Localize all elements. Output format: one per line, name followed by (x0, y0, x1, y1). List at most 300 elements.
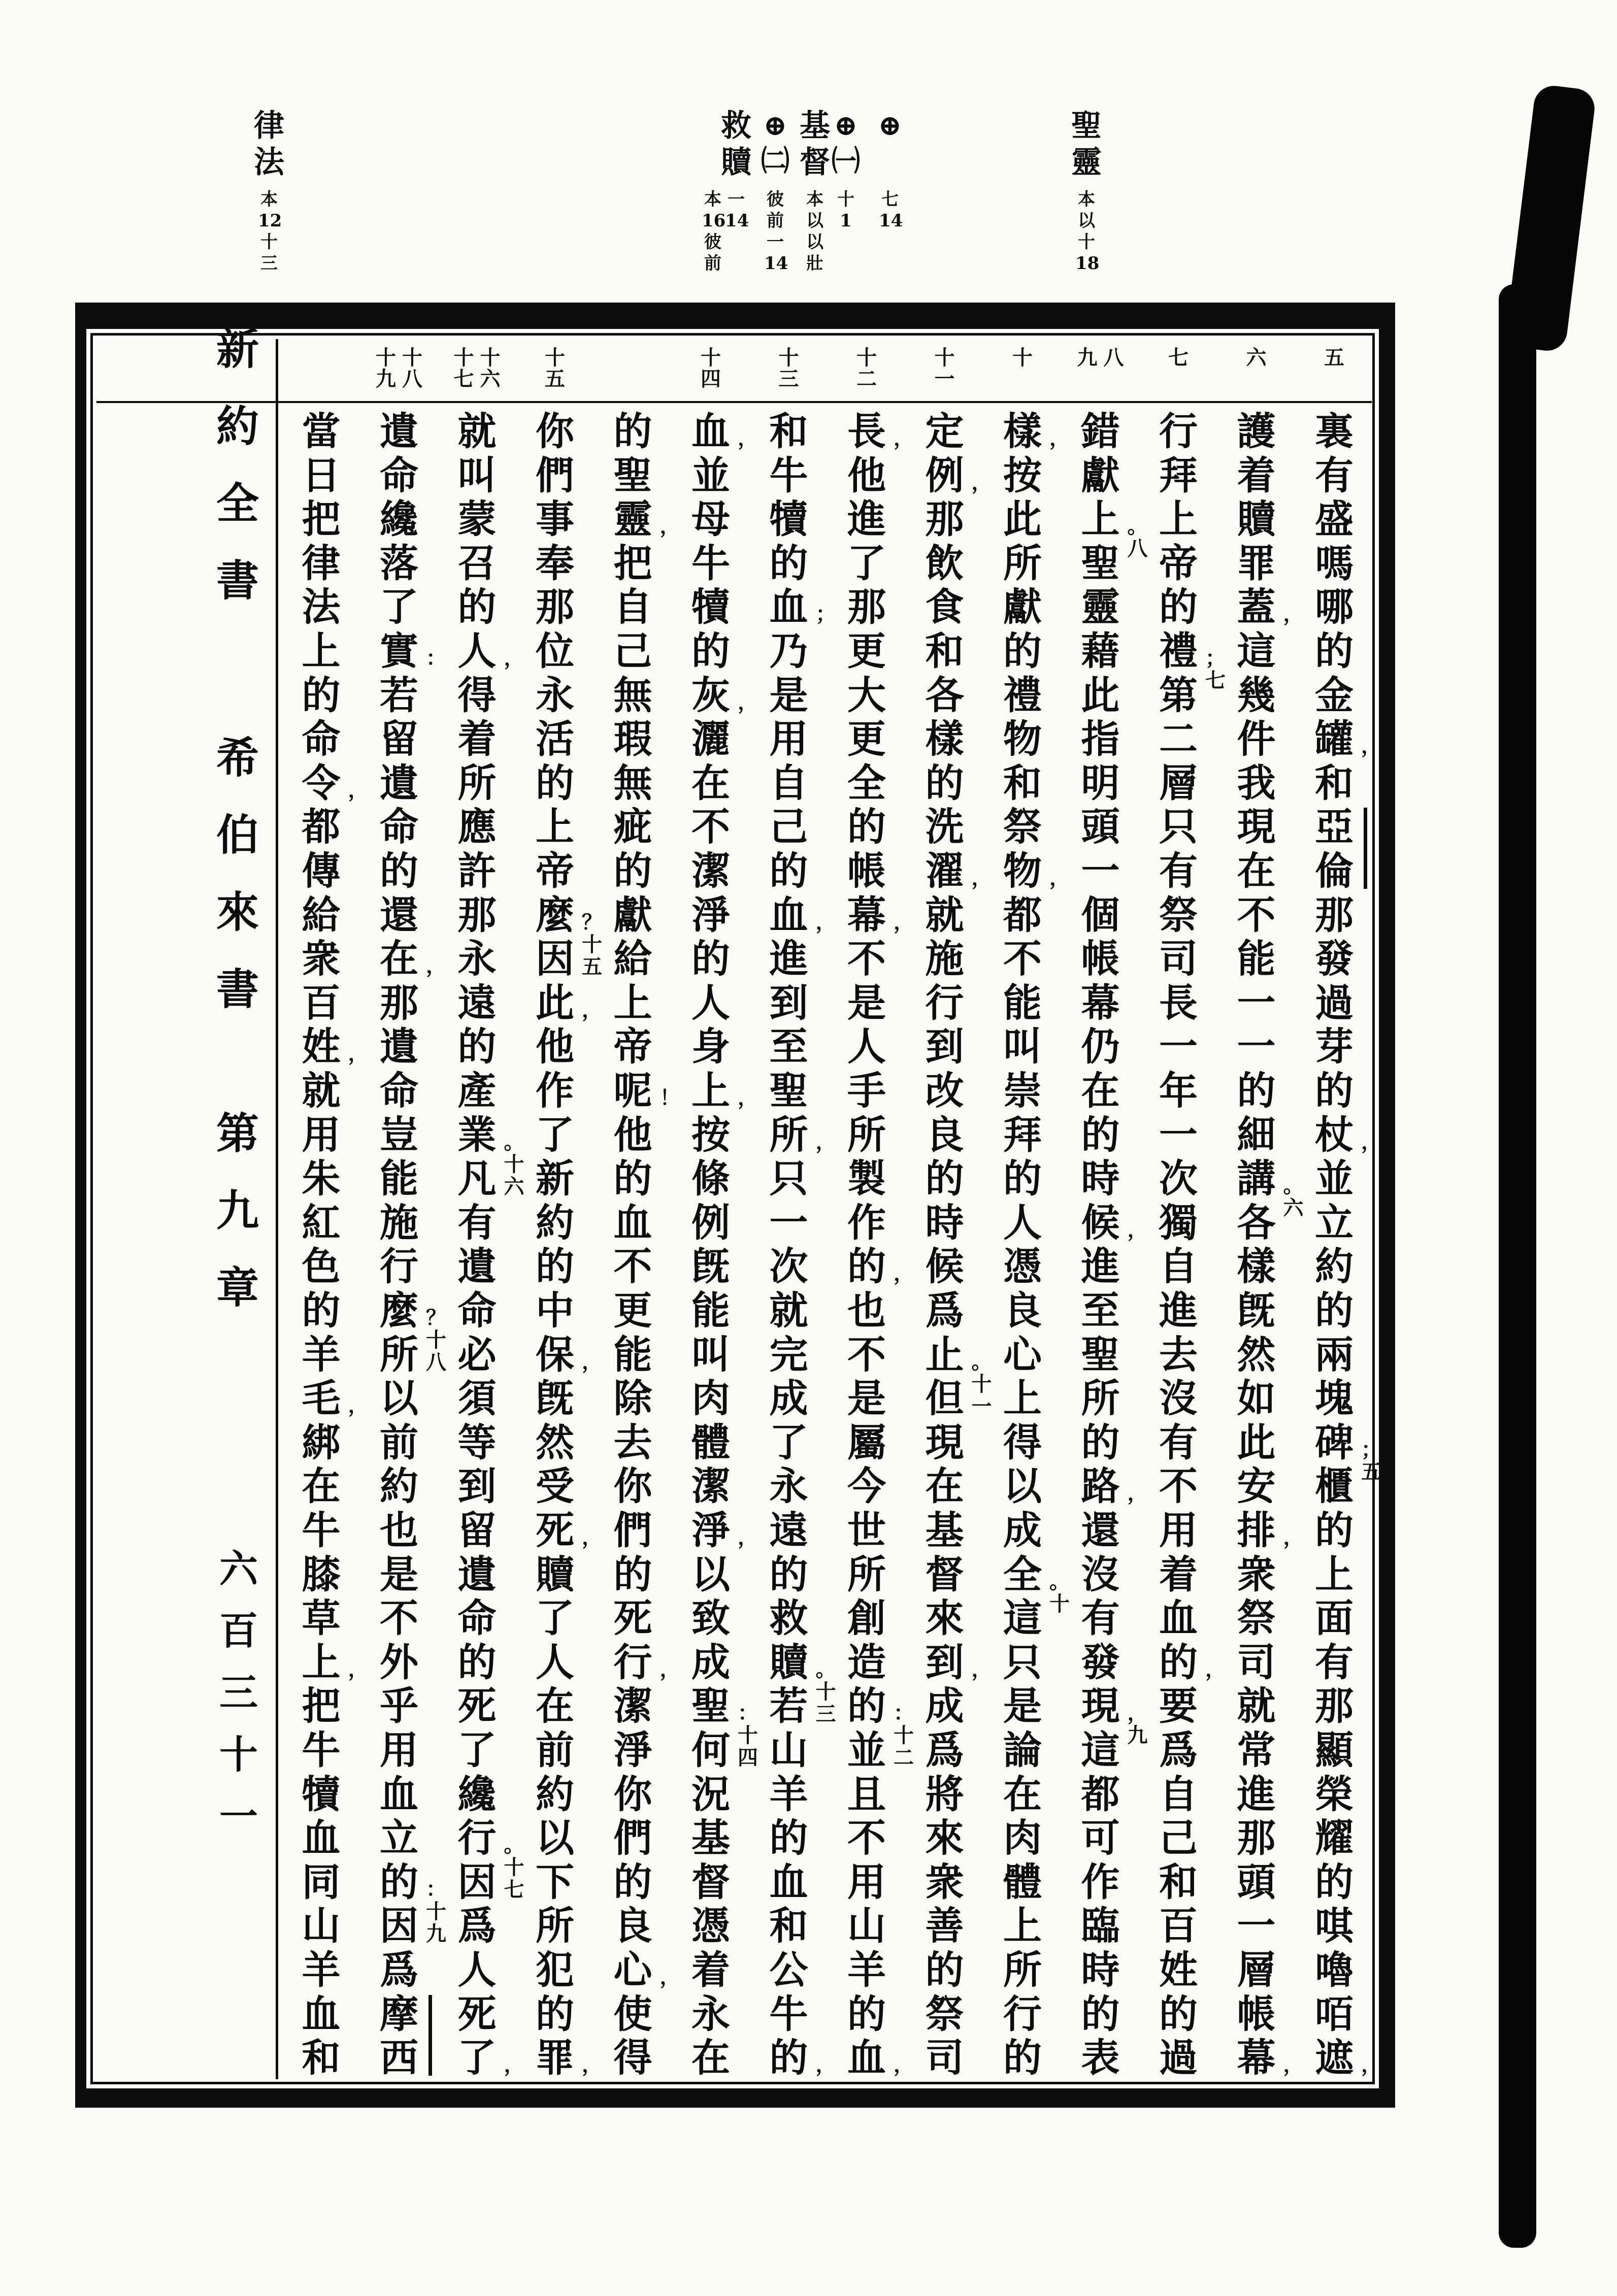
text-char: 更 (613, 1288, 652, 1333)
text-char: 潔 (691, 1463, 730, 1509)
punctuation-mark: ， (738, 690, 758, 714)
text-char: 不 (380, 1595, 418, 1641)
verse-register-number: 十 (701, 346, 721, 370)
text-char: 基 (925, 1508, 964, 1553)
text-char: 所 (847, 1551, 886, 1597)
punctuation-mark: ， (1127, 1217, 1148, 1242)
text-char: 面 (1315, 1595, 1354, 1641)
text-char: 永 (457, 936, 497, 982)
punctuation-mark: ， (971, 470, 992, 494)
text-char: 犢 (302, 1771, 341, 1817)
punctuation-mark: ， (348, 778, 369, 802)
text-char: 是 (1003, 1683, 1042, 1729)
text-char: 只 (1159, 804, 1198, 850)
text-char: 致 (691, 1595, 730, 1641)
text-char: 止 (925, 1332, 964, 1377)
text-char: 人 (457, 1947, 497, 1992)
punctuation-mark: ， (1283, 602, 1304, 626)
text-char: 例 (691, 1200, 730, 1245)
text-char: 並 (691, 452, 730, 498)
text-char: 姓 (1159, 1947, 1198, 1992)
book-title-char: 新 (216, 324, 259, 374)
text-char: 血 (847, 2035, 886, 2081)
text-char: 兩 (1315, 1332, 1354, 1377)
text-char: 行 (925, 980, 964, 1025)
topic-christ-char: 督 (800, 145, 830, 180)
text-char: 靈 (613, 496, 652, 542)
text-char: 麼 (380, 1288, 418, 1333)
text-char: 上 (691, 1068, 730, 1113)
text-char: 耀 (1315, 1815, 1354, 1861)
text-char: 作 (536, 1068, 574, 1113)
text-char: 遺 (380, 409, 418, 454)
text-char: 至 (769, 1024, 808, 1070)
verse-marker: 十 (504, 1855, 524, 1880)
text-char: 世 (847, 1508, 886, 1553)
text-char: 幕 (847, 892, 886, 938)
text-char: 幕 (1081, 980, 1120, 1025)
text-char: 使 (613, 1991, 652, 2037)
text-char: 善 (925, 1903, 964, 1949)
text-char: 的 (847, 1991, 886, 2037)
punctuation-mark: ， (738, 426, 758, 450)
text-char: 衆 (925, 1859, 964, 1905)
verse-marker: 四 (738, 1746, 758, 1770)
text-char: 百 (1159, 1903, 1198, 1949)
text-char: 指 (1081, 716, 1120, 762)
text-char: 的 (847, 1683, 886, 1729)
cross-note-2-symbol: ㈡ (761, 144, 789, 178)
text-char: 血 (302, 1815, 341, 1861)
text-char: 在 (691, 2035, 730, 2081)
topic-redemption-reference: 16 (702, 211, 726, 231)
topic-redemption-reference: 前 (704, 253, 721, 274)
text-char: 罪 (1237, 540, 1276, 586)
punctuation-mark: ， (659, 514, 680, 539)
verse-marker: 一 (971, 1394, 992, 1418)
text-char: 良 (925, 1112, 964, 1157)
text-char: 立 (380, 1815, 418, 1861)
text-char: 的 (613, 1551, 652, 1597)
text-char: 作 (1081, 1859, 1120, 1905)
book-title-char: 約 (216, 401, 259, 451)
text-char: 所 (457, 760, 497, 806)
text-char: 人 (691, 980, 730, 1025)
book-title-char: 章 (216, 1262, 259, 1313)
text-char: 行 (1159, 409, 1198, 454)
verse-marker: 十 (504, 1152, 524, 1176)
verse-register-number: 三 (778, 367, 799, 391)
text-char: 帝 (613, 1024, 652, 1070)
punctuation-mark: ， (971, 866, 992, 890)
text-char: 能 (613, 1332, 652, 1377)
text-char: 按 (1003, 452, 1042, 498)
text-char: 膝 (302, 1551, 341, 1597)
text-char: 死 (536, 1508, 574, 1553)
text-char: 公 (769, 1947, 808, 1992)
verse-register-number: 八 (1103, 346, 1124, 370)
verse-marker: 十 (426, 1328, 446, 1352)
text-char: 是 (847, 980, 886, 1025)
verse-register-number: 五 (1324, 346, 1344, 370)
text-char: 的 (1315, 1068, 1354, 1113)
text-char: 帳 (847, 848, 886, 893)
text-char: 疵 (613, 804, 652, 850)
text-char: 都 (1003, 892, 1042, 938)
text-char: 乎 (380, 1683, 418, 1729)
text-char: 成 (925, 1683, 964, 1729)
text-char: 的 (457, 584, 497, 630)
text-char: 倫 (1315, 848, 1354, 893)
text-char: 命 (302, 716, 341, 762)
text-char: 血 (691, 409, 730, 454)
text-char: 禮 (1003, 672, 1042, 718)
text-char: 們 (536, 452, 574, 498)
text-char: 潔 (691, 848, 730, 893)
text-char: 禮 (1159, 628, 1198, 674)
verse-marker: 五 (1361, 1459, 1381, 1484)
text-char: 只 (769, 1156, 808, 1202)
text-char: 的 (1003, 628, 1042, 674)
text-char: 那 (847, 584, 886, 630)
text-char: 至 (1081, 1288, 1120, 1333)
text-char: 成 (691, 1639, 730, 1685)
text-char: 排 (1237, 1508, 1276, 1553)
text-char: 咟 (1315, 1991, 1354, 2037)
text-char: 律 (302, 540, 341, 586)
text-char: 肉 (1003, 1815, 1042, 1861)
text-char: 拜 (1159, 452, 1198, 498)
text-char: 不 (847, 1332, 886, 1377)
text-char: 你 (613, 1463, 652, 1509)
text-char: 毛 (302, 1376, 341, 1421)
text-char: 長 (847, 409, 886, 454)
text-char: 行 (1003, 1991, 1042, 2037)
cross-note-1-symbol: ⊕ (834, 109, 858, 142)
text-char: 行 (457, 1815, 497, 1861)
punctuation-mark: ， (894, 426, 914, 450)
text-char: 濯 (925, 848, 964, 893)
text-char: 的 (536, 1244, 574, 1289)
text-char: 因 (536, 936, 574, 982)
text-char: 還 (1081, 1508, 1120, 1553)
topic-holy-spirit-char: 靈 (1071, 145, 1102, 180)
text-char: 羊 (302, 1332, 341, 1377)
text-char: 定 (925, 409, 964, 454)
text-char: 叫 (457, 452, 497, 498)
text-char: 命 (380, 452, 418, 498)
punctuation-mark: ， (1049, 426, 1070, 450)
text-char: 的 (1315, 1859, 1354, 1905)
text-char: 和 (1315, 760, 1354, 806)
text-char: 上 (536, 804, 574, 850)
text-char: 進 (1081, 1244, 1120, 1289)
text-char: 必 (457, 1332, 497, 1377)
text-char: 麼 (536, 892, 574, 938)
topic-holy-spirit-reference: 18 (1075, 253, 1100, 274)
text-char: 有 (1159, 1419, 1198, 1465)
verse-marker: 。 (971, 1349, 992, 1374)
text-char: 在 (536, 1683, 574, 1729)
text-char: 金 (1315, 672, 1354, 718)
text-char: 發 (1081, 1639, 1120, 1685)
text-char: 作 (847, 1200, 886, 1245)
text-char: 個 (1081, 892, 1120, 938)
topic-christ-reference: 以 (806, 211, 823, 231)
text-char: 來 (925, 1815, 964, 1861)
text-char: 血 (380, 1771, 418, 1817)
text-char: 的 (1237, 1068, 1276, 1113)
text-char: 己 (613, 628, 652, 674)
text-char: 叫 (691, 1332, 730, 1377)
text-char: 摩 (380, 1991, 418, 2037)
text-char: 這 (1237, 628, 1276, 674)
text-char: 羊 (769, 1771, 808, 1817)
text-char: 創 (847, 1595, 886, 1641)
text-char: 年 (1159, 1068, 1198, 1113)
text-char: 百 (302, 980, 341, 1025)
text-char: 去 (1159, 1332, 1198, 1377)
text-char: 落 (380, 540, 418, 586)
text-char: 永 (691, 1991, 730, 2037)
text-char: 紅 (302, 1200, 341, 1245)
text-char: 聖 (691, 1683, 730, 1729)
text-char: 新 (536, 1156, 574, 1202)
text-char: 約 (380, 1463, 418, 1509)
topic-holy-spirit-reference: 本 (1078, 189, 1095, 210)
text-char: 上 (1315, 1551, 1354, 1597)
text-char: 的 (769, 540, 808, 586)
book-title-char: 書 (216, 964, 259, 1014)
verse-marker: ， (1127, 1701, 1148, 1725)
text-char: 母 (691, 496, 730, 542)
text-char: 今 (847, 1463, 886, 1509)
text-char: 到 (457, 1463, 497, 1509)
text-char: 那 (925, 496, 964, 542)
text-char: 的 (769, 1815, 808, 1861)
text-char: 奉 (536, 540, 574, 586)
verse-marker: 十 (1049, 1591, 1070, 1616)
text-char: 上 (302, 628, 341, 674)
text-char: 留 (457, 1508, 497, 1553)
text-char: 產 (457, 1068, 497, 1113)
text-char: 不 (1003, 936, 1042, 982)
text-char: 哪 (1315, 584, 1354, 630)
verse-register-number: 十 (545, 346, 565, 370)
topic-redemption-char: 贖 (721, 145, 751, 180)
text-char: 時 (925, 1200, 964, 1245)
text-char: 若 (380, 672, 418, 718)
text-char: 此 (1081, 672, 1120, 718)
text-char: 憑 (691, 1903, 730, 1949)
topic-law-reference: 十 (260, 232, 278, 252)
text-char: 二 (1159, 716, 1198, 762)
text-char: 受 (536, 1463, 574, 1509)
text-char: 得 (1003, 1419, 1042, 1465)
text-char: 遺 (457, 1244, 497, 1289)
text-char: 若 (769, 1683, 808, 1729)
punctuation-mark: ， (815, 910, 836, 934)
verse-register-number: 四 (701, 367, 721, 391)
topic-christ-reference: 本 (806, 189, 823, 210)
text-char: 犢 (691, 584, 730, 630)
text-char: 着 (1159, 1551, 1198, 1597)
text-char: 淨 (613, 1727, 652, 1773)
text-char: 綁 (302, 1419, 341, 1465)
topic-law-char: 法 (254, 145, 284, 180)
cross-note-2-reference: 一 (767, 232, 784, 252)
topic-law-char: 律 (254, 108, 284, 144)
text-char: 用 (1159, 1508, 1198, 1553)
text-char: 血 (613, 1200, 652, 1245)
punctuation-mark: ， (815, 2053, 836, 2077)
text-char: 況 (691, 1771, 730, 1817)
text-char: 就 (769, 1288, 808, 1333)
verse-marker: 七 (504, 1878, 524, 1902)
text-char: 凡 (457, 1156, 497, 1202)
text-char: 那 (536, 584, 574, 630)
text-char: 人 (457, 628, 497, 674)
verse-register-number: 二 (856, 367, 877, 391)
verse-marker: 十 (426, 1899, 446, 1923)
text-char: 層 (1237, 1947, 1276, 1992)
text-char: 這 (1081, 1727, 1120, 1773)
text-char: 到 (925, 1024, 964, 1070)
text-char: 血 (769, 1859, 808, 1905)
text-char: 死 (457, 1991, 497, 2037)
punctuation-mark: ， (894, 1261, 914, 1286)
text-char: 次 (1159, 1156, 1198, 1202)
topic-law-reference: 三 (260, 253, 278, 274)
text-char: 了 (847, 540, 886, 586)
text-char: 的 (1003, 2035, 1042, 2081)
text-char: 完 (769, 1332, 808, 1377)
text-char: 因 (457, 1859, 497, 1905)
text-char: 命 (380, 804, 418, 850)
text-char: 和 (1003, 760, 1042, 806)
text-char: 人 (536, 1639, 574, 1685)
verse-marker: 。 (1127, 514, 1148, 539)
text-char: 豈 (380, 1112, 418, 1157)
cross-note-reference: 14 (879, 211, 903, 231)
text-char: 榮 (1315, 1771, 1354, 1817)
text-char: 了 (457, 2035, 497, 2081)
text-char: 安 (1237, 1463, 1276, 1509)
text-char: 杖 (1315, 1112, 1354, 1157)
text-char: 約 (1315, 1244, 1354, 1289)
text-char: 體 (1003, 1859, 1042, 1905)
text-char: 所 (1003, 540, 1042, 586)
text-char: 淨 (691, 892, 730, 938)
text-char: 的 (302, 672, 341, 718)
text-char: 屬 (847, 1419, 886, 1465)
text-char: 此 (536, 980, 574, 1025)
text-char: 血 (1159, 1595, 1198, 1641)
punctuation-mark: ， (971, 1657, 992, 1681)
text-char: 司 (1237, 1639, 1276, 1685)
text-char: 下 (536, 1859, 574, 1905)
text-char: 只 (1003, 1639, 1042, 1685)
verse-register-number: 九 (1077, 346, 1098, 370)
punctuation-mark: ， (348, 1042, 369, 1066)
verse-register-number: 十 (778, 346, 799, 370)
verse-marker: ； (1205, 646, 1226, 670)
text-char: 立 (1315, 1200, 1354, 1245)
text-char: 候 (1081, 1200, 1120, 1245)
text-char: 帝 (536, 848, 574, 893)
book-title-char: 書 (216, 555, 259, 606)
text-char: 可 (1081, 1815, 1120, 1861)
text-char: 命 (457, 1595, 497, 1641)
text-char: 在 (302, 1463, 341, 1509)
text-char: 樣 (925, 716, 964, 762)
text-char: 犯 (536, 1947, 574, 1992)
text-char: 良 (613, 1903, 652, 1949)
verse-marker: ： (738, 1701, 758, 1725)
text-char: 遺 (380, 1024, 418, 1070)
text-char: 現 (1081, 1683, 1120, 1729)
text-char: 發 (1315, 936, 1354, 982)
text-char: 盛 (1315, 496, 1354, 542)
punctuation-mark: ， (582, 2053, 602, 2077)
text-char: 能 (1003, 980, 1042, 1025)
text-char: 命 (380, 1068, 418, 1113)
text-char: 自 (613, 584, 652, 630)
text-char: 能 (380, 1156, 418, 1202)
text-char: 永 (536, 672, 574, 718)
topic-holy-spirit-reference: 十 (1078, 232, 1095, 252)
verse-register-number: 五 (545, 367, 565, 391)
text-char: 幾 (1237, 672, 1276, 718)
text-char: 要 (1159, 1683, 1198, 1729)
text-char: 都 (302, 804, 341, 850)
text-char: 把 (613, 540, 652, 586)
text-char: 們 (613, 1815, 652, 1861)
text-char: 長 (1159, 980, 1198, 1025)
cross-note-1-reference: 十 (837, 189, 854, 210)
text-char: 督 (691, 1859, 730, 1905)
text-char: 那 (380, 980, 418, 1025)
text-char: 牛 (302, 1508, 341, 1553)
text-char: 朱 (302, 1156, 341, 1202)
text-char: 人 (847, 1024, 886, 1070)
verse-register-number: 十 (376, 346, 396, 370)
text-char: 以 (691, 1551, 730, 1597)
verse-register-number: 十 (934, 346, 955, 370)
text-char: 一 (1237, 980, 1276, 1025)
text-char: 何 (691, 1727, 730, 1773)
text-char: 牛 (769, 452, 808, 498)
text-char: 羊 (847, 1947, 886, 1992)
text-char: 的 (1159, 1991, 1198, 2037)
verse-marker: 十 (971, 1372, 992, 1396)
text-char: 此 (1003, 496, 1042, 542)
text-char: 當 (302, 409, 341, 454)
punctuation-mark: ！ (659, 1086, 680, 1110)
text-char: 法 (302, 584, 341, 630)
text-char: 進 (1159, 1288, 1198, 1333)
text-char: 裏 (1315, 409, 1354, 454)
book-title-char: 九 (216, 1185, 259, 1236)
text-char: 祭 (1003, 804, 1042, 850)
text-char: 不 (613, 1244, 652, 1289)
text-char: 物 (1003, 848, 1042, 893)
topic-law-reference: 本 (260, 189, 278, 210)
book-title-char: 第 (216, 1108, 259, 1158)
text-char: 嚕 (1315, 1947, 1354, 1992)
text-char: 人 (1003, 1200, 1042, 1245)
text-char: 的 (1081, 1112, 1120, 1157)
